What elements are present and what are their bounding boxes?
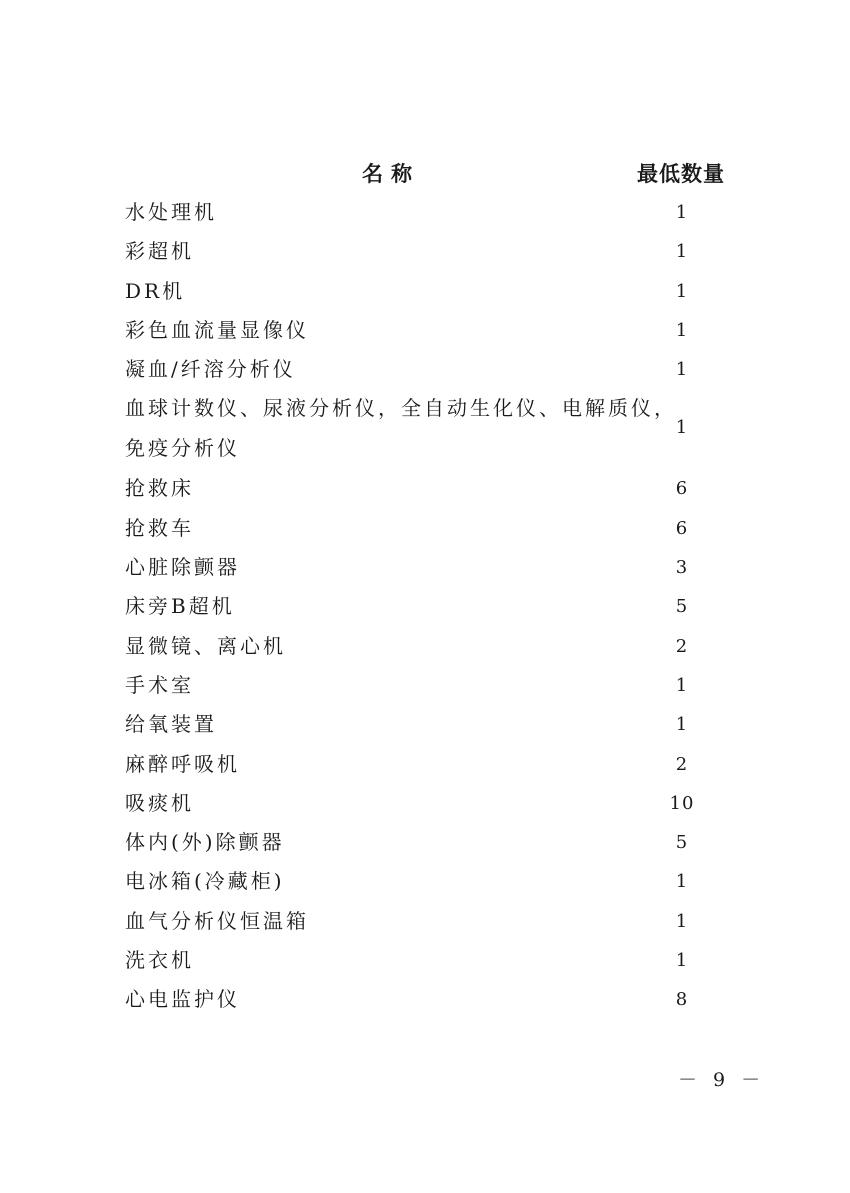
equipment-name [125, 389, 677, 468]
equipment-name: 彩超机 [125, 239, 194, 264]
equipment-name: 床旁B超机 [125, 594, 235, 619]
equipment-quantity: 1 [675, 241, 689, 263]
equipment-quantity: 5 [675, 596, 689, 618]
header-min-quantity: 最低数量 [637, 162, 725, 186]
table-row [0, 784, 850, 823]
equipment-quantity: 5 [675, 832, 689, 854]
equipment-quantity: 1 [675, 950, 689, 972]
table-row [0, 902, 850, 941]
page-number: － 9 － [678, 1069, 766, 1091]
table-row [0, 350, 850, 389]
table-row [0, 627, 850, 666]
equipment-name: 麻醉呼吸机 [125, 751, 240, 776]
equipment-name: 心电监护仪 [125, 987, 240, 1012]
table-row [0, 469, 850, 508]
table-row [0, 272, 850, 311]
equipment-name: 显微镜、离心机 [125, 633, 286, 658]
table-row [0, 232, 850, 271]
table-row [0, 705, 850, 744]
equipment-name: 体内(外)除颤器 [125, 830, 285, 855]
equipment-quantity: 10 [669, 792, 695, 814]
table-row [0, 745, 850, 784]
equipment-quantity: 1 [675, 319, 689, 341]
equipment-name: DR机 [125, 278, 186, 303]
equipment-quantity: 1 [675, 280, 689, 302]
equipment-name-line-1: 血球计数仪、尿液分析仪，全自动生化仪、电解质仪， [125, 396, 677, 421]
equipment-quantity: 1 [675, 359, 689, 381]
equipment-name: 凝血/纤溶分析仪 [125, 357, 296, 382]
equipment-quantity: 8 [675, 989, 689, 1011]
equipment-quantity: 2 [675, 753, 689, 775]
equipment-name: 血气分析仪恒温箱 [125, 908, 309, 933]
equipment-name: 心脏除颤器 [125, 555, 240, 580]
equipment-name: 抢救床 [125, 476, 194, 501]
equipment-quantity: 1 [675, 417, 689, 439]
equipment-quantity: 1 [675, 910, 689, 932]
equipment-name: 吸痰机 [125, 790, 194, 815]
equipment-name: 给氧装置 [125, 712, 217, 737]
equipment-quantity: 3 [675, 557, 689, 579]
table-row [0, 980, 850, 1019]
equipment-name: 电冰箱(冷藏柜) [125, 869, 285, 894]
table-row [0, 389, 850, 469]
equipment-quantity: 2 [675, 635, 689, 657]
equipment-quantity: 6 [675, 478, 689, 500]
header-name: 名称 [362, 162, 420, 186]
equipment-name: 手术室 [125, 672, 194, 697]
equipment-quantity: 1 [675, 674, 689, 696]
equipment-quantity: 6 [675, 517, 689, 539]
equipment-quantity: 1 [675, 202, 689, 223]
equipment-name: 水处理机 [125, 200, 217, 224]
table-row [0, 666, 850, 705]
equipment-table [0, 193, 850, 1020]
equipment-name: 抢救车 [125, 515, 194, 540]
table-row [0, 548, 850, 587]
equipment-name: 洗衣机 [125, 948, 194, 973]
table-row [0, 587, 850, 626]
table-row [0, 509, 850, 548]
table-row [0, 823, 850, 862]
table-row [0, 193, 850, 232]
table-header [0, 158, 850, 190]
table-row [0, 311, 850, 350]
equipment-quantity: 1 [675, 871, 689, 893]
table-row [0, 941, 850, 980]
table-row [0, 862, 850, 901]
equipment-name: 彩色血流量显像仪 [125, 317, 309, 342]
equipment-name-line-2: 免疫分析仪 [125, 435, 240, 460]
equipment-quantity: 1 [675, 714, 689, 736]
